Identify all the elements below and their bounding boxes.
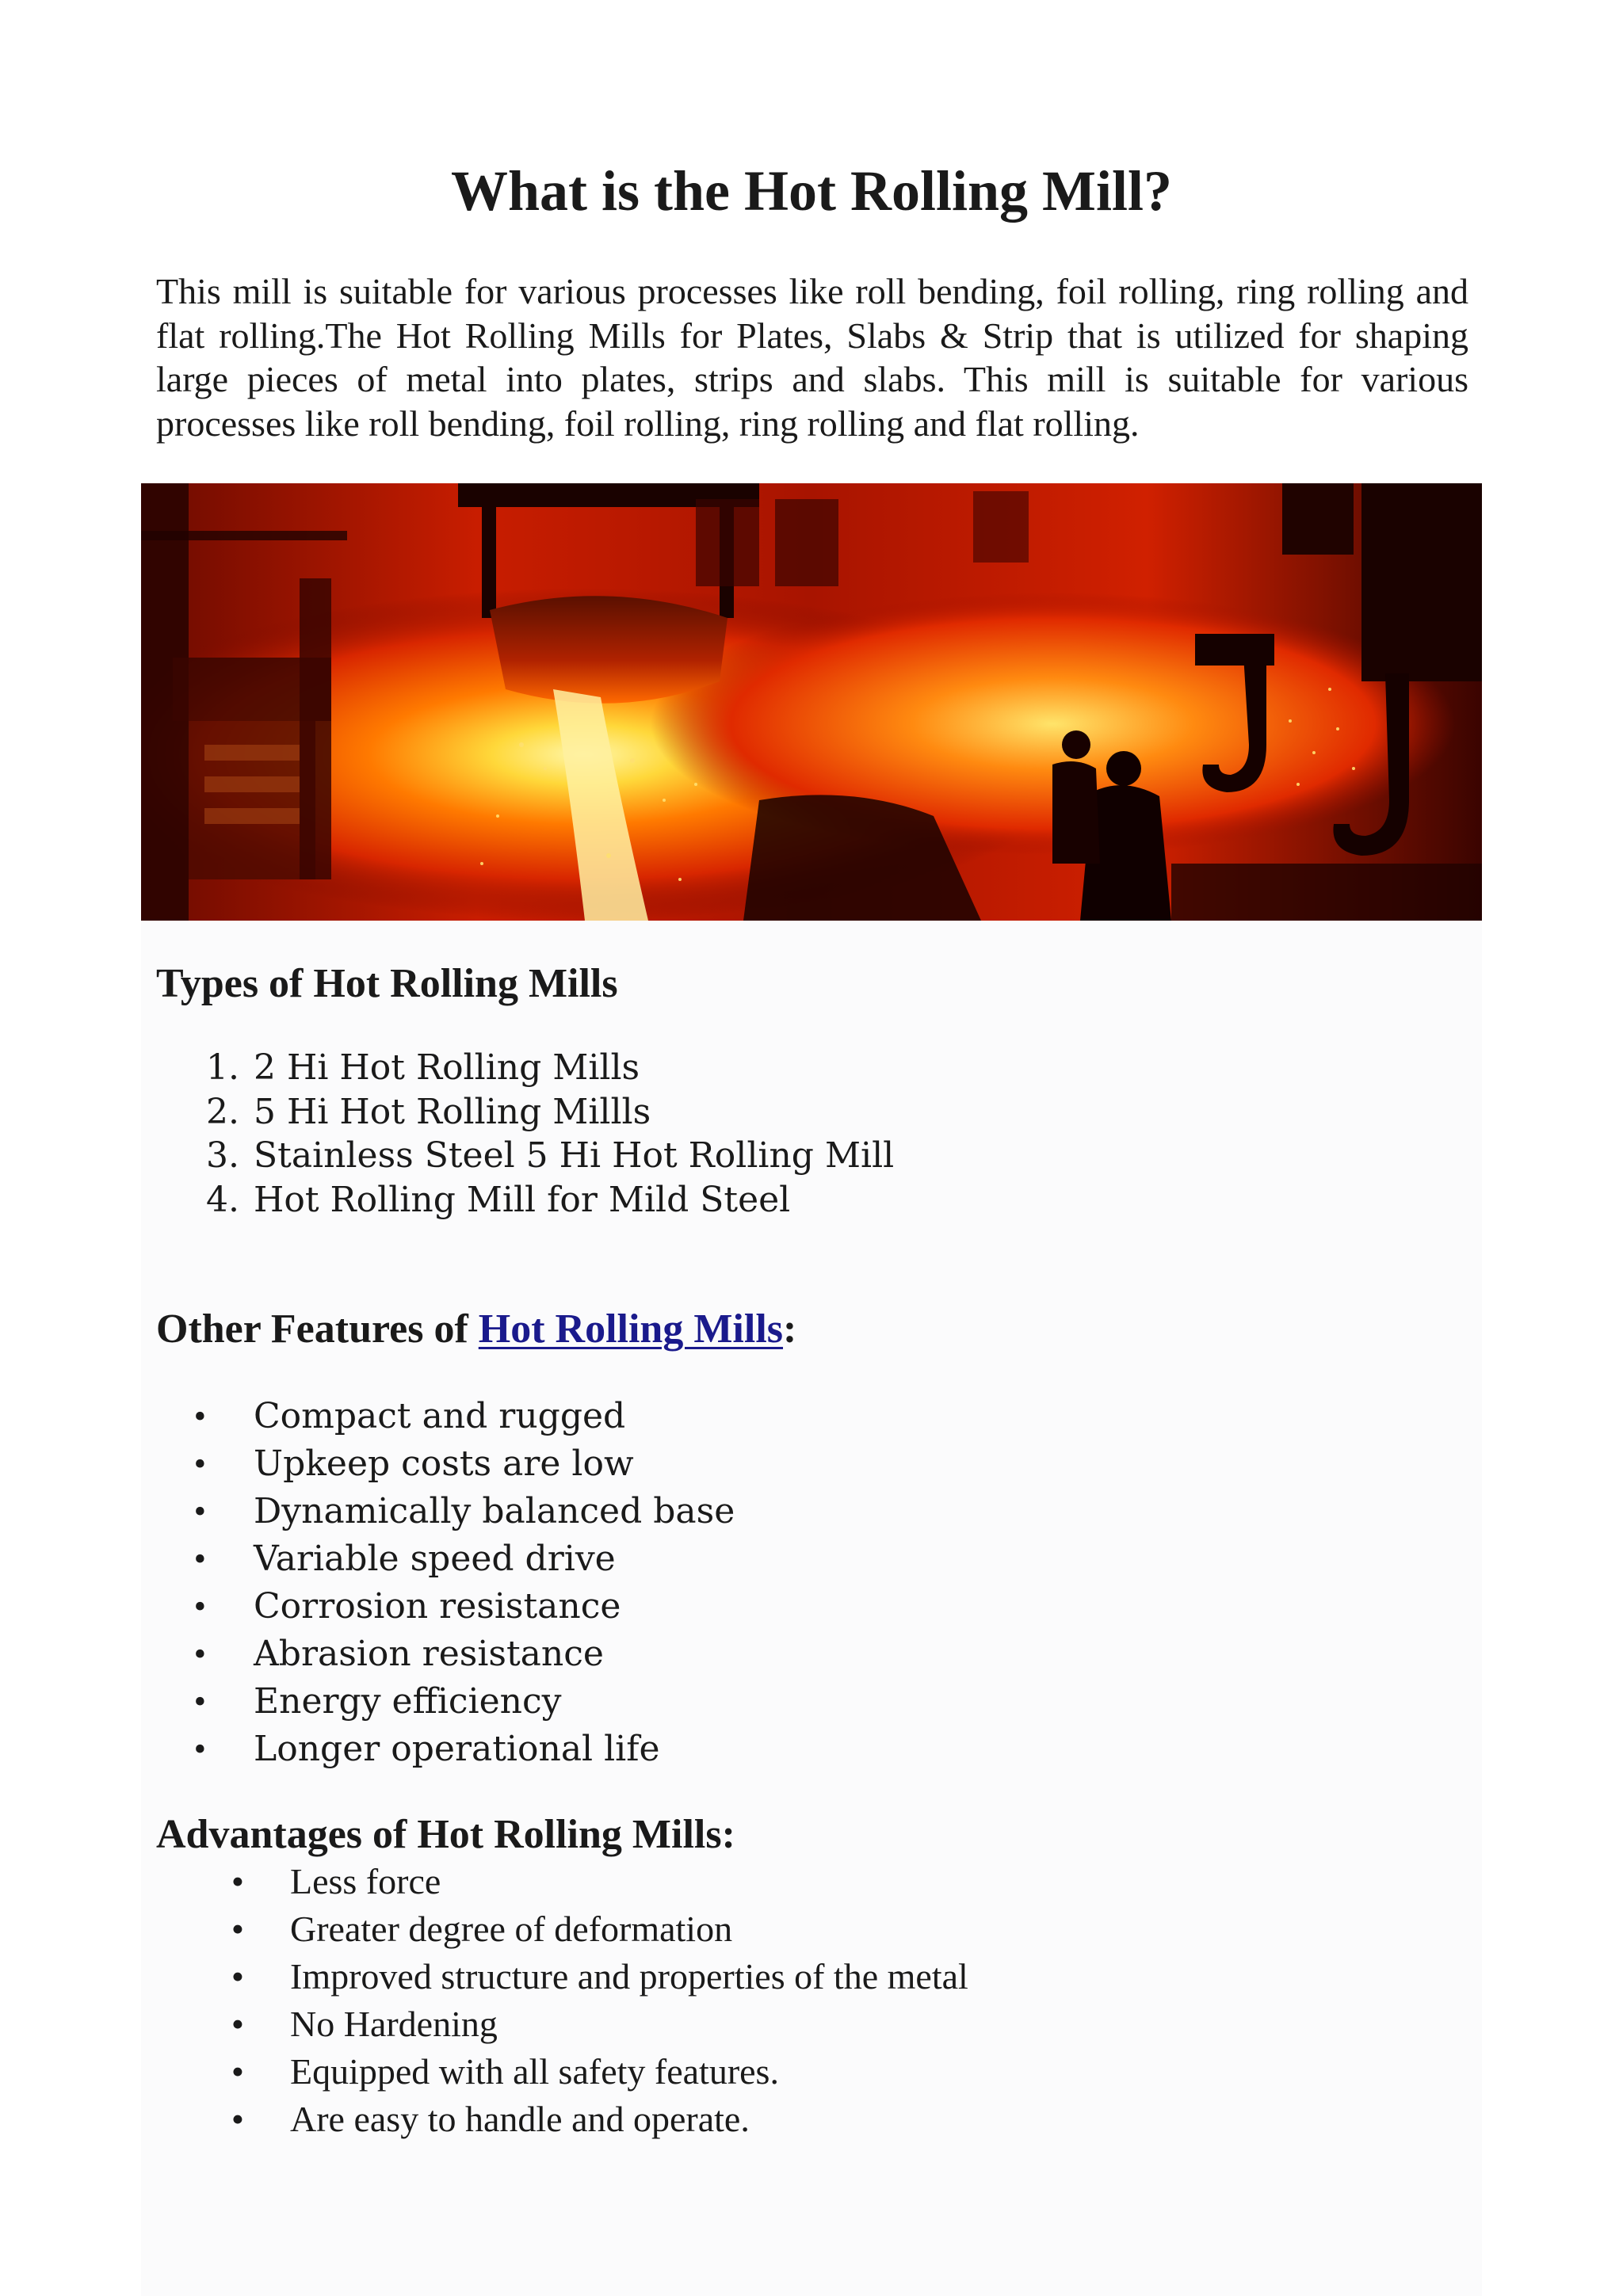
bullet-icon: • [193, 1444, 206, 1483]
bullet-icon: • [193, 1539, 206, 1578]
list-item-text: Abrasion resistance [254, 1634, 604, 1674]
list-number: 1. [206, 1047, 239, 1088]
bullet-icon: • [193, 1730, 206, 1768]
list-item-text: Are easy to handle and operate. [290, 2099, 750, 2139]
list-item-text: Equipped with all safety features. [290, 2051, 779, 2092]
advantages-list [156, 1858, 968, 2143]
bullet-icon: • [231, 2099, 244, 2139]
list-item-text: Hot Rolling Mill for Mild Steel [254, 1179, 791, 1220]
bullet-icon: • [193, 1682, 206, 1721]
list-item-text: 5 Hi Hot Rolling Millls [254, 1091, 651, 1132]
list-item [156, 1678, 735, 1726]
list-item [156, 1630, 735, 1678]
list-item-text: Variable speed drive [254, 1539, 616, 1579]
list-item [156, 1488, 735, 1535]
list-item [156, 1090, 894, 1135]
list-item [156, 1134, 894, 1178]
list-item [156, 1905, 968, 1953]
list-number: 2. [206, 1091, 239, 1132]
advantages-heading: Advantages of Hot Rolling Mills: [156, 1812, 735, 1857]
list-item [156, 1953, 968, 2000]
bullet-icon: • [231, 2004, 244, 2044]
list-item [156, 1178, 894, 1222]
list-item [156, 2000, 968, 2048]
types-list [156, 1046, 894, 1222]
list-item [156, 1583, 735, 1630]
types-heading: Types of Hot Rolling Mills [156, 961, 618, 1006]
features-heading-prefix: Other Features of [156, 1306, 479, 1352]
intro-paragraph: This mill is suitable for various processes like roll bending, foil rolling, ring rolling and flat rolling.The Hot Rolling Mills for Plates, Slabs & Strip that is utilized for shaping large pieces of metal into plates, strips and slabs. This mill is suitable for various processes like roll bending, foil rolling, ring rolling and flat rolling. [156, 271, 1468, 444]
list-item-text: Corrosion resistance [254, 1586, 621, 1627]
hero-image [141, 483, 1482, 921]
list-item [156, 1440, 735, 1488]
list-item [156, 1046, 894, 1090]
list-number: 4. [206, 1179, 239, 1220]
list-item [156, 1393, 735, 1440]
hot-rolling-mills-link[interactable]: Hot Rolling Mills [478, 1306, 784, 1352]
features-heading-suffix: : [783, 1306, 797, 1352]
list-item [156, 1535, 735, 1583]
list-item [156, 2048, 968, 2096]
list-item [156, 2096, 968, 2143]
list-item-text: Improved structure and properties of the metal [290, 1956, 968, 1997]
list-item-text: Energy efficiency [254, 1681, 562, 1722]
list-item-text: Upkeep costs are low [254, 1444, 634, 1484]
list-item-text: Less force [290, 1861, 441, 1901]
list-item-text: No Hardening [290, 2004, 498, 2044]
bullet-icon: • [193, 1492, 206, 1531]
list-item-text: Longer operational life [254, 1729, 660, 1769]
list-number: 3. [206, 1135, 239, 1176]
list-item-text: Compact and rugged [254, 1396, 626, 1436]
bullet-icon: • [193, 1634, 206, 1673]
bullet-icon: • [231, 1861, 244, 1901]
features-heading [156, 1304, 796, 1355]
list-item [156, 1858, 968, 1905]
list-item-text: 2 Hi Hot Rolling Mills [254, 1047, 640, 1088]
bullet-icon: • [193, 1397, 206, 1436]
bullet-icon: • [231, 2051, 244, 2092]
list-item [156, 1726, 735, 1773]
features-list [156, 1393, 735, 1773]
bullet-icon: • [231, 1909, 244, 1949]
bullet-icon: • [231, 1956, 244, 1997]
bullet-icon: • [193, 1587, 206, 1626]
page-title: What is the Hot Rolling Mill? [450, 159, 1173, 223]
list-item-text: Stainless Steel 5 Hi Hot Rolling Mill [254, 1135, 895, 1176]
list-item-text: Greater degree of deformation [290, 1909, 733, 1949]
list-item-text: Dynamically balanced base [254, 1491, 735, 1531]
